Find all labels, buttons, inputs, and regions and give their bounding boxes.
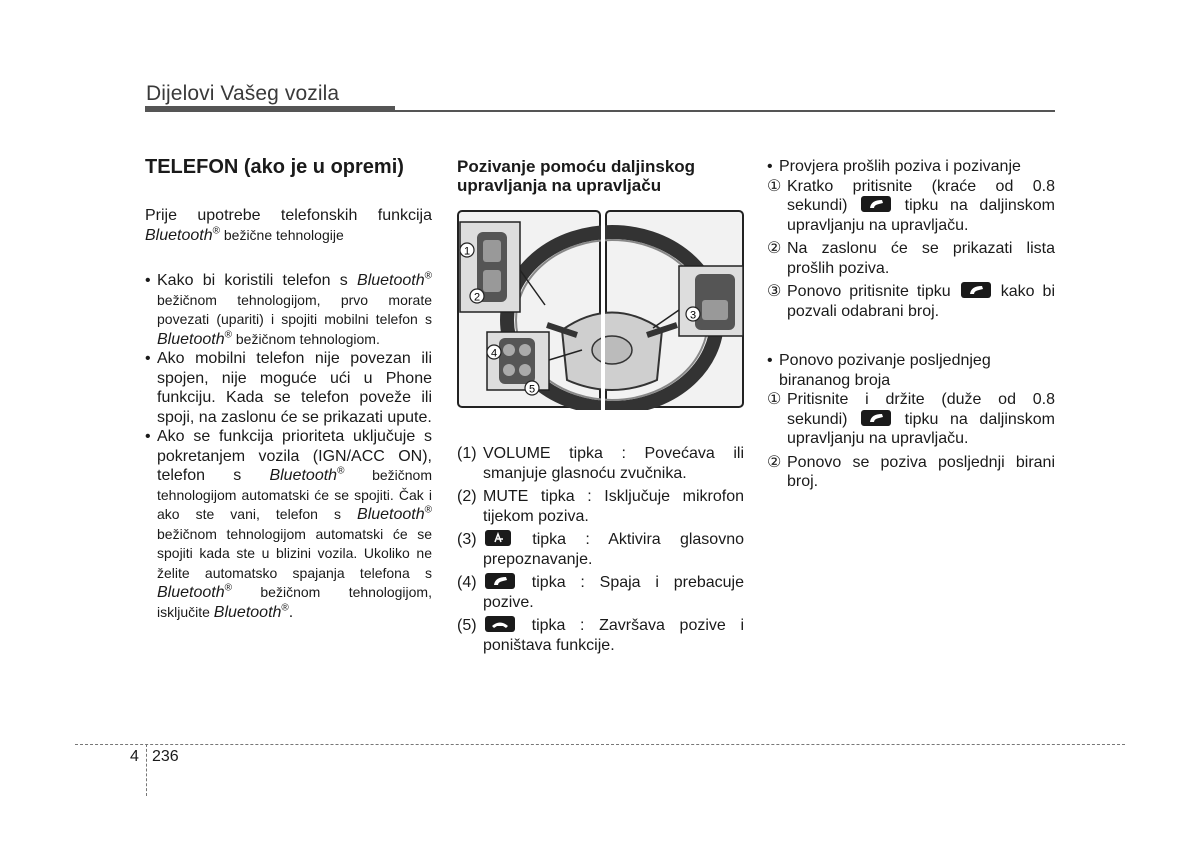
heading-telefon: TELEFON (ako je u opremi) (145, 156, 404, 178)
callout-1 (460, 243, 474, 258)
end-call-icon (485, 616, 515, 632)
column-remote-calling (457, 157, 744, 659)
callout-2 (470, 289, 484, 304)
intro-text-post: bežične tehnologije (219, 226, 344, 243)
step-item: ② Na zaslonu će se prikazati lista prošlih poziva. (767, 240, 1055, 277)
svg-text:5: 5 (528, 383, 536, 396)
header-rule-thin (395, 110, 1055, 112)
redial-steps (767, 390, 1055, 492)
bullet-item: • Kako bi koristili telefon s Bluetooth® bežičnom tehnologijom, prvo morate povezati (upariti) i spojiti mobilni telefon s Bluetooth® bežičnom tehnologiom. (145, 271, 432, 349)
header-rule-thick (145, 106, 395, 112)
step-item: ③ Ponovo pritisnite tipku kako bi pozvali odabrani broj. (767, 283, 1055, 320)
step-item: ② Ponovo se poziva posljednji birani broj. (767, 453, 1055, 490)
column-call-history (767, 157, 1055, 496)
call-icon (861, 196, 891, 212)
step-item: ① Kratko pritisnite (kraće od 0.8 sekundi) tipku na daljinskom upravljanju na upravljaču. (767, 177, 1055, 234)
steering-wheel-illustration (457, 210, 744, 410)
callout-5 (525, 381, 539, 396)
footer-divider (146, 744, 147, 796)
call-icon (861, 410, 891, 426)
svg-text:4: 4 (490, 347, 498, 360)
registered-mark: ® (212, 225, 220, 237)
bullet-item: • Ako mobilni telefon nije povezan ili spojen, nije moguće ući u Phone funkciju. Kada se telefon poveže ili spoji, na zaslonu će se prikazati upute. (145, 349, 432, 427)
legend-item: (2) MUTE tipka : Isključuje mikrofon tijekom poziva. (457, 488, 744, 525)
svg-text:2: 2 (473, 291, 481, 304)
chapter-number: 4 (130, 748, 139, 765)
voice-recognition-icon (485, 530, 511, 546)
intro-paragraph (145, 206, 432, 245)
callout-4 (487, 345, 501, 360)
page-number: 236 (152, 748, 179, 765)
call-history-steps (767, 177, 1055, 322)
column-telefon (145, 154, 432, 622)
call-history-title: • Provjera prošlih poziva i pozivanje (767, 157, 1055, 177)
call-icon (961, 282, 991, 298)
legend-item: (5) tipka : Završava pozive i poništava funkcije. (457, 617, 744, 654)
callout-3 (686, 307, 700, 322)
footer-rule (75, 744, 1125, 745)
legend-item: (1) VOLUME tipka : Povećava ili smanjuje glasnoću zvučnika. (457, 445, 744, 482)
legend-item: (3) tipka : Aktivira glasovno prepoznavanje. (457, 531, 744, 568)
redial-title: • Ponovo pozivanje posljednjeg birananog broja (767, 351, 1055, 390)
bullet-item: • Ako se funkcija prioriteta uključuje s pokretanjem vozila (IGN/ACC ON), telefon s Bluetooth® bežičnom tehnologijom automatski će se spojiti. Čak i ako ste vani, telefon s Bluetooth® bežičnom tehnologijom automatski će se spojiti kada ste u blizini vozila. Ukoliko ne želite automatsko spajanja telefona s Bluetooth® bežičnom tehnologijom, isključite Bluetooth®. (145, 427, 432, 622)
svg-text:3: 3 (689, 309, 697, 322)
legend-item: (4) tipka : Spaja i prebacuje pozive. (457, 574, 744, 611)
button-legend (457, 444, 744, 655)
svg-text:1: 1 (463, 245, 471, 258)
intro-text: Prije upotrebe telefonskih funkcija (145, 207, 432, 224)
step-item: ① Pritisnite i držite (duže od 0.8 sekundi) tipku na daljinskom upravljanju na upravljaču. (767, 391, 1055, 447)
section-title: Dijelovi Vašeg vozila (146, 82, 340, 105)
call-icon (485, 573, 515, 589)
telefon-bullets (145, 271, 432, 622)
bluetooth-term: Bluetooth (145, 226, 213, 244)
heading-remote-calling: Pozivanje pomoću daljinskog upravljanja na upravljaču (457, 157, 696, 195)
steering-wheel-figure (457, 210, 744, 410)
